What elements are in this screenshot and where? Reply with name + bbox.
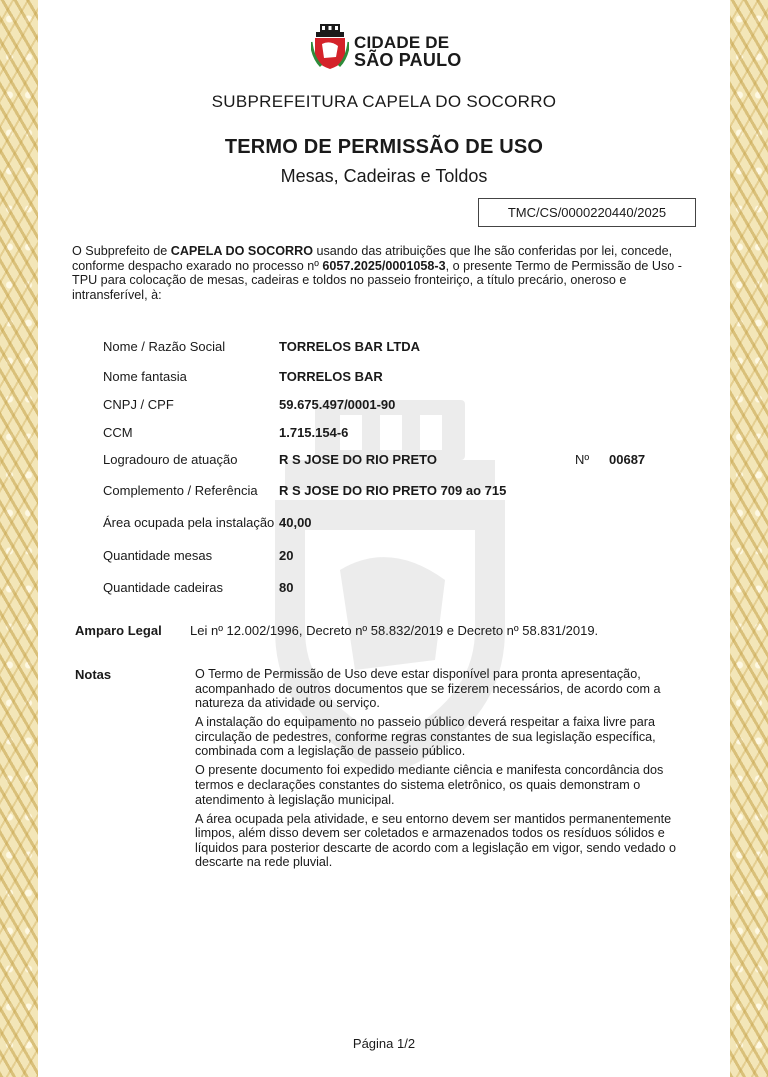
nome-label: Nome / Razão Social: [103, 339, 226, 354]
cnpj-value: 59.675.497/0001-90: [279, 397, 396, 412]
intro-processo: 6057.2025/0001058-3: [322, 258, 446, 273]
intro-paragraph: [72, 244, 698, 302]
mesas-label: Quantidade mesas: [103, 548, 213, 563]
mesas-value: 20: [279, 548, 294, 563]
document-number: TMC/CS/0000220440/2025: [507, 205, 667, 220]
intro-subpref-name: CAPELA DO SOCORRO: [170, 244, 313, 258]
nota-item: O presente documento foi expedido mediante ciência e manifesta concordância dos termos e declarações constantes do sistema eletrônico, os quais demonstram o atendimento à legislação municipal.: [195, 763, 664, 807]
cadeiras-value: 80: [279, 580, 294, 595]
complemento-label: Complemento / Referência: [103, 483, 258, 498]
amparo-legal-text: Lei nº 12.002/1996, Decreto nº 58.832/2019 e Decreto nº 58.831/2019.: [190, 623, 599, 638]
amparo-legal-label: Amparo Legal: [75, 623, 162, 638]
complemento-value: R S JOSE DO RIO PRETO 709 ao 715: [279, 483, 507, 498]
city-logo: [311, 24, 471, 72]
ccm-label: CCM: [103, 425, 133, 440]
area-value: 40,00: [279, 515, 312, 530]
intro-text-1: O Subprefeito de: [72, 244, 171, 258]
nota-item: O Termo de Permissão de Uso deve estar disponível para pronta apresentação, acompanhado de outros documentos que se fizerem necessários, de acordo com a natureza da atividade ou serviço.: [195, 667, 661, 711]
intro-text-3: , o presente Termo de Permissão de Uso - TPU para colocação de mesas, cadeiras e toldos no passeio fronteiriço, a título precário, oneroso e intransferível, à:: [72, 258, 682, 302]
ccm-value: 1.715.154-6: [279, 425, 349, 440]
document-number-box: [478, 198, 696, 227]
coat-of-arms-icon: [311, 24, 349, 70]
subprefeitura-heading: SUBPREFEITURA CAPELA DO SOCORRO: [211, 92, 557, 111]
logradouro-label: Logradouro de atuação: [103, 452, 238, 467]
notas-list: [195, 667, 695, 874]
page-number: Página 1/2: [352, 1036, 416, 1051]
fantasia-value: TORRELOS BAR: [279, 369, 383, 384]
logradouro-value: R S JOSE DO RIO PRETO: [279, 452, 437, 467]
fantasia-label: Nome fantasia: [103, 369, 187, 384]
area-label: Área ocupada pela instalação: [103, 515, 275, 530]
notas-label: Notas: [75, 667, 112, 682]
numero-label: Nº: [575, 452, 590, 467]
document-title: TERMO DE PERMISSÃO DE USO: [224, 136, 544, 158]
decorative-border-right: [730, 0, 768, 1077]
nota-item: A área ocupada pela atividade, e seu entorno devem ser mantidos permanentemente limpos, além disso devem ser coletados e armazenados todos os resíduos sólidos e líquidos para posterior descarte de acordo com a legislação em vigor, sendo vedado o descarte na rede pluvial.: [195, 811, 676, 870]
nota-item: A instalação do equipamento no passeio público deverá respeitar a faixa livre para circulação de pedestres, conforme regras constantes de sua legislação específica, combinada com a legislação de passeio público.: [195, 715, 656, 759]
cadeiras-label: Quantidade cadeiras: [103, 580, 223, 595]
numero-value: 00687: [609, 452, 646, 467]
logo-text-line1: CIDADE DE: [354, 33, 450, 52]
logo-text-line2: SÃO PAULO: [354, 50, 462, 70]
decorative-border-left: [0, 0, 38, 1077]
nome-value: TORRELOS BAR LTDA: [279, 339, 421, 354]
cnpj-label: CNPJ / CPF: [103, 397, 174, 412]
intro-text-2: usando das atribuições que lhe são conferidas por lei, concede, conforme despacho exarado no processo nº: [72, 244, 673, 273]
document-subtitle: Mesas, Cadeiras e Toldos: [280, 166, 488, 186]
